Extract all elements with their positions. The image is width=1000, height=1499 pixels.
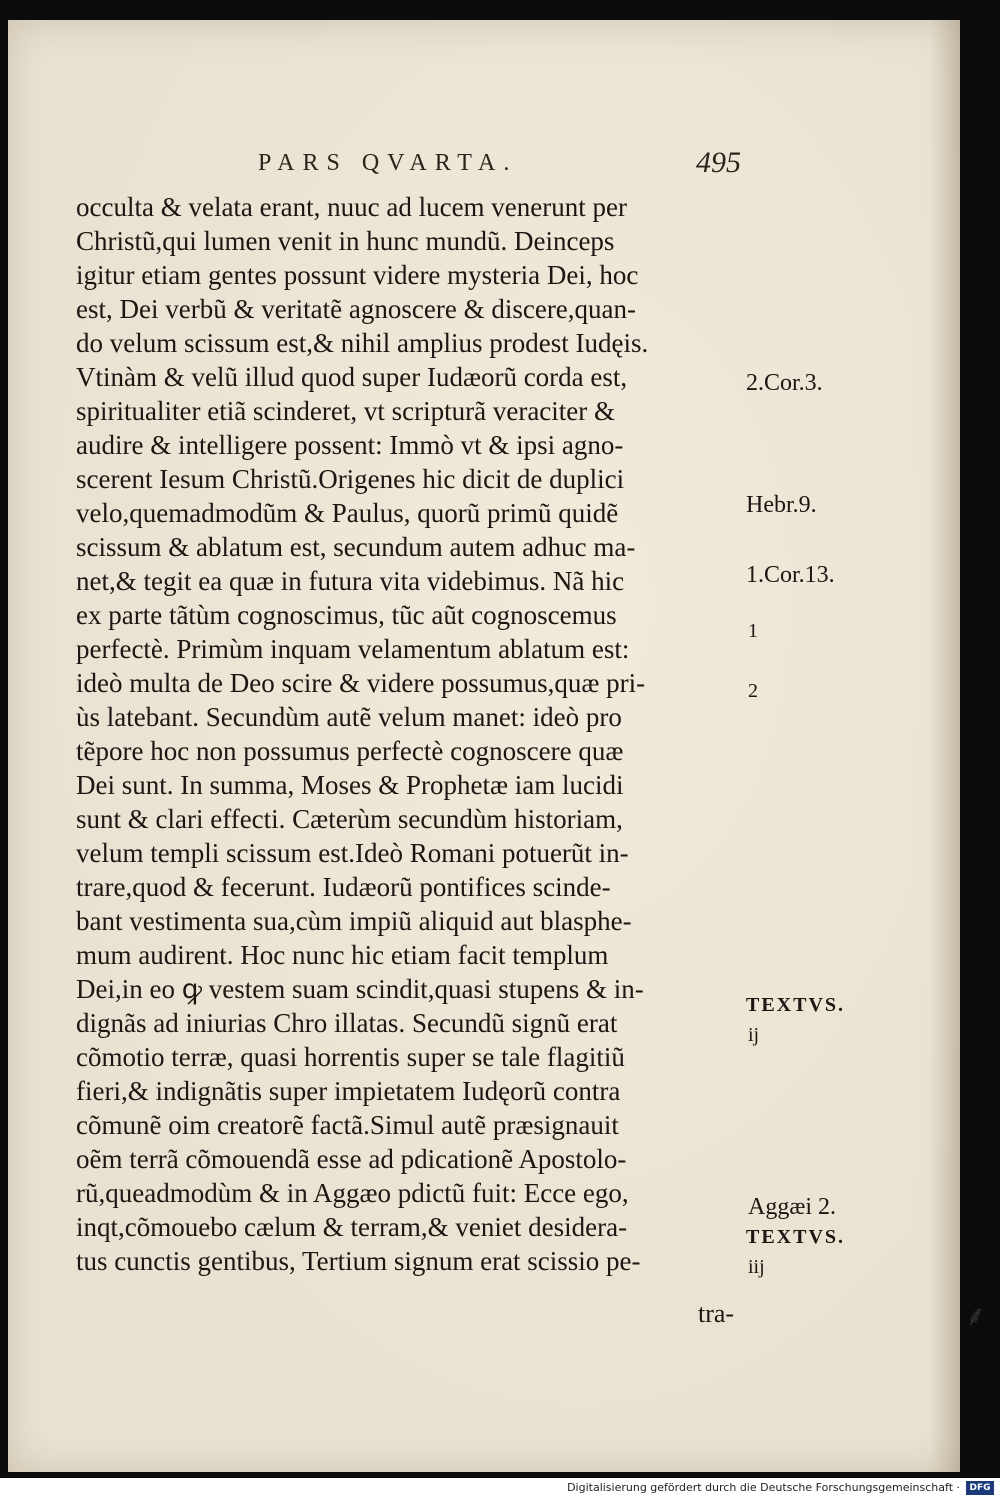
margin-note-textus: TEXTVS. <box>746 994 846 1016</box>
text-line: est, Dei verbũ & veritatẽ agnoscere & discere,quan- <box>76 294 637 324</box>
text-line: dignãs ad iniurias Chro illatas. Secundũ signũ erat <box>76 1008 618 1038</box>
margin-note-2cor3: 2.Cor.3. <box>746 370 823 396</box>
text-line: Christũ,qui lumen venit in hunc mundũ. Deinceps <box>76 226 615 256</box>
text-line: fieri,& indignãtis super impietatem Iudęorũ contra <box>76 1076 621 1106</box>
text-line: do velum scissum est,& nihil amplius prodest Iudęis. <box>76 328 649 358</box>
text-line: velo,quemadmodũm & Paulus, quorũ primũ quidẽ <box>76 498 619 528</box>
footer-bar <box>0 1478 1000 1499</box>
page-header <box>8 146 960 190</box>
margin-note-numeral-1: 1 <box>748 620 758 642</box>
text-line: ùs latebant. Secundùm autẽ velum manet: ideò pro <box>76 702 622 732</box>
catchword: tra- <box>698 1299 735 1328</box>
text-line: scerent Iesum Christũ.Origenes hic dicit de duplici <box>76 464 625 494</box>
margin-note-ij: ij <box>748 1024 760 1046</box>
text-line: ex parte tãtùm cognoscimus, tũc aũt cognoscemus <box>76 600 617 630</box>
margin-note-hebr9: Hebr.9. <box>746 492 817 518</box>
text-line: net,& tegit ea quæ in futura vita videbimus. Nã hic <box>76 566 625 596</box>
text-line: tus cunctis gentibus, Tertium signum erat scissio pe- <box>76 1246 641 1276</box>
footer-credit: Digitalisierung gefördert durch die Deutsche Forschungsgemeinschaft · <box>567 1481 960 1494</box>
text-line: occulta & velata erant, nuuc ad lucem venerunt per <box>76 192 627 222</box>
text-line: sunt & clari effecti. Cæterùm secundùm historiam, <box>76 804 623 834</box>
margin-note-iij: iij <box>748 1256 765 1278</box>
text-line: Vtinàm & velũ illud quod super Iudæorũ corda est, <box>76 362 628 392</box>
text-line: mum audirent. Hoc nunc hic etiam facit templum <box>76 940 609 970</box>
text-line: igitur etiam gentes possunt videre mysteria Dei, hoc <box>76 260 639 290</box>
text-line: trare,quod & fecerunt. Iudæorũ pontifices scinde- <box>76 872 611 902</box>
page-edge-shadow <box>930 20 960 1472</box>
text-line: perfectè. Primùm inquam velamentum ablatum est: <box>76 634 630 664</box>
text-line: cõmotio terræ, quasi horrentis super se tale flagitiũ <box>76 1042 625 1072</box>
margin-note-aggaei2: Aggæi 2. <box>748 1194 837 1220</box>
text-line: cõmunẽ oim creatorẽ factã.Simul autẽ præsignauit <box>76 1110 619 1140</box>
margin-note-numeral-2: 2 <box>748 680 758 702</box>
text-line: Dei sunt. In summa, Moses & Prophetæ iam lucidi <box>76 770 624 800</box>
text-line: bant vestimenta sua,cùm impiũ aliquid aut blasphe- <box>76 906 632 936</box>
text-line: oẽm terrã cõmouendã esse ad pdicationẽ Apostolo- <box>76 1144 627 1174</box>
text-line: velum templi scissum est.Ideò Romani potuerũt in- <box>76 838 629 868</box>
page-number: 495 <box>696 146 741 179</box>
text-line: audire & intelligere possent: Immò vt & ipsi agno- <box>76 430 624 460</box>
text-line: spiritualiter etiã scinderet, vt scripturã veraciter & <box>76 396 616 426</box>
text-line: scissum & ablatum est, secundum autem adhuc ma- <box>76 532 636 562</box>
ink-stain-icon: ⸙ <box>964 1301 986 1332</box>
margin-note-1cor13: 1.Cor.13. <box>746 562 835 588</box>
dfg-logo: DFG <box>966 1481 994 1495</box>
text-line: ideò multa de Deo scire & videre possumus,quæ pri- <box>76 668 646 698</box>
text-line: tẽpore hoc non possumus perfectè cognoscere quæ <box>76 736 624 766</box>
text-line: Dei,in eo ꝙ vestem suam scindit,quasi stupens & in- <box>76 974 644 1004</box>
margin-note-textus: TEXTVS. <box>746 1226 846 1248</box>
text-line: inqt,cõmouebo cælum & terram,& veniet desidera- <box>76 1212 628 1242</box>
book-page <box>8 20 960 1472</box>
text-line: rũ,queadmodùm & in Aggæo pdictũ fuit: Ecce ego, <box>76 1178 629 1208</box>
running-head: PARS QVARTA. <box>258 150 518 176</box>
